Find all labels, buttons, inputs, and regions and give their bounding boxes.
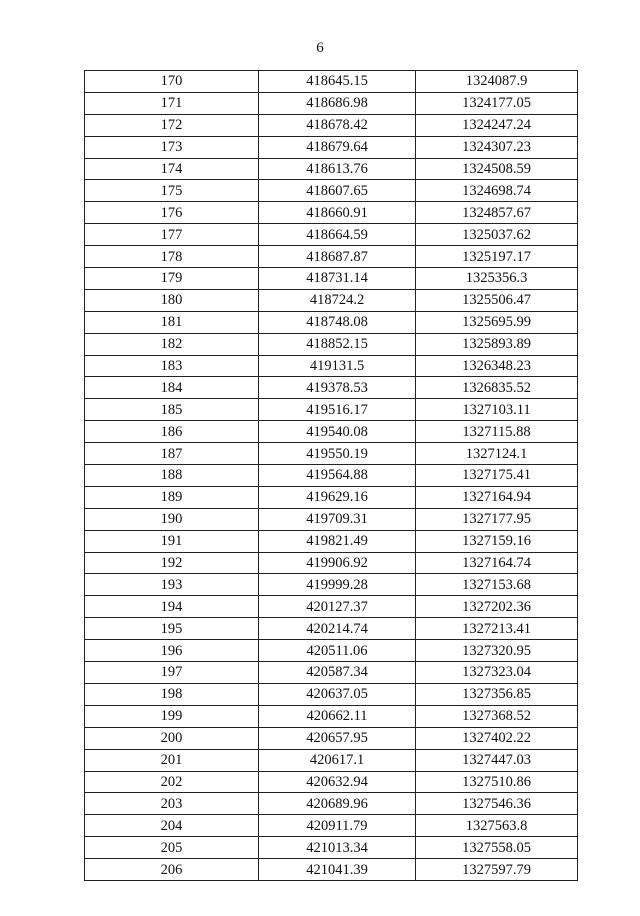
table-row (85, 202, 578, 224)
table-row (85, 683, 578, 705)
point-number-cell: 189 (85, 486, 259, 508)
table-row (85, 486, 578, 508)
table-row (85, 355, 578, 377)
y-coordinate-cell: 1327597.79 (416, 859, 578, 881)
point-number-cell: 193 (85, 574, 259, 596)
y-coordinate-cell: 1326348.23 (416, 355, 578, 377)
x-coordinate-cell: 420127.37 (259, 596, 416, 618)
y-coordinate-cell: 1325893.89 (416, 333, 578, 355)
point-number-cell: 181 (85, 311, 259, 333)
x-coordinate-cell: 420657.95 (259, 727, 416, 749)
x-coordinate-cell: 420632.94 (259, 771, 416, 793)
y-coordinate-cell: 1327402.22 (416, 727, 578, 749)
y-coordinate-cell: 1327546.36 (416, 793, 578, 815)
table-row (85, 71, 578, 93)
point-number-cell: 187 (85, 443, 259, 465)
y-coordinate-cell: 1325197.17 (416, 246, 578, 268)
point-number-cell: 188 (85, 465, 259, 487)
table-row (85, 114, 578, 136)
table-row (85, 421, 578, 443)
point-number-cell: 173 (85, 136, 259, 158)
point-number-cell: 200 (85, 727, 259, 749)
point-number-cell: 206 (85, 859, 259, 881)
y-coordinate-cell: 1327103.11 (416, 399, 578, 421)
x-coordinate-cell: 419629.16 (259, 486, 416, 508)
x-coordinate-cell: 418678.42 (259, 114, 416, 136)
y-coordinate-cell: 1325695.99 (416, 311, 578, 333)
table-row (85, 246, 578, 268)
x-coordinate-cell: 419378.53 (259, 377, 416, 399)
table-row (85, 333, 578, 355)
y-coordinate-cell: 1325506.47 (416, 289, 578, 311)
point-number-cell: 176 (85, 202, 259, 224)
point-number-cell: 184 (85, 377, 259, 399)
point-number-cell: 186 (85, 421, 259, 443)
x-coordinate-cell: 419906.92 (259, 552, 416, 574)
page-number: 6 (316, 40, 324, 56)
table-row (85, 705, 578, 727)
y-coordinate-cell: 1327510.86 (416, 771, 578, 793)
x-coordinate-cell: 418686.98 (259, 92, 416, 114)
table-row (85, 180, 578, 202)
y-coordinate-cell: 1327159.16 (416, 530, 578, 552)
x-coordinate-cell: 418748.08 (259, 311, 416, 333)
point-number-cell: 174 (85, 158, 259, 180)
y-coordinate-cell: 1327356.85 (416, 683, 578, 705)
y-coordinate-cell: 1327558.05 (416, 837, 578, 859)
table-row (85, 399, 578, 421)
table-row (85, 596, 578, 618)
table-row (85, 224, 578, 246)
y-coordinate-cell: 1324177.05 (416, 92, 578, 114)
point-number-cell: 191 (85, 530, 259, 552)
point-number-cell: 194 (85, 596, 259, 618)
point-number-cell: 199 (85, 705, 259, 727)
table-row (85, 443, 578, 465)
y-coordinate-cell: 1327153.68 (416, 574, 578, 596)
table-row (85, 793, 578, 815)
y-coordinate-cell: 1327164.94 (416, 486, 578, 508)
x-coordinate-cell: 418852.15 (259, 333, 416, 355)
coordinates-table-body (85, 71, 578, 881)
y-coordinate-cell: 1327202.36 (416, 596, 578, 618)
point-number-cell: 192 (85, 552, 259, 574)
y-coordinate-cell: 1327213.41 (416, 618, 578, 640)
y-coordinate-cell: 1324857.67 (416, 202, 578, 224)
table-row (85, 859, 578, 881)
point-number-cell: 195 (85, 618, 259, 640)
x-coordinate-cell: 420587.34 (259, 662, 416, 684)
point-number-cell: 201 (85, 749, 259, 771)
table-row (85, 574, 578, 596)
y-coordinate-cell: 1327323.04 (416, 662, 578, 684)
y-coordinate-cell: 1327563.8 (416, 815, 578, 837)
x-coordinate-cell: 419709.31 (259, 508, 416, 530)
y-coordinate-cell: 1327175.41 (416, 465, 578, 487)
point-number-cell: 177 (85, 224, 259, 246)
coordinates-table (84, 70, 578, 881)
x-coordinate-cell: 420911.79 (259, 815, 416, 837)
table-row (85, 289, 578, 311)
y-coordinate-cell: 1324087.9 (416, 71, 578, 93)
x-coordinate-cell: 418607.65 (259, 180, 416, 202)
table-row (85, 771, 578, 793)
table-row (85, 268, 578, 290)
x-coordinate-cell: 421013.34 (259, 837, 416, 859)
table-row (85, 136, 578, 158)
point-number-cell: 170 (85, 71, 259, 93)
table-row (85, 815, 578, 837)
point-number-cell: 180 (85, 289, 259, 311)
y-coordinate-cell: 1324307.23 (416, 136, 578, 158)
point-number-cell: 190 (85, 508, 259, 530)
x-coordinate-cell: 420214.74 (259, 618, 416, 640)
x-coordinate-cell: 419564.88 (259, 465, 416, 487)
y-coordinate-cell: 1327115.88 (416, 421, 578, 443)
x-coordinate-cell: 418679.64 (259, 136, 416, 158)
table-row (85, 749, 578, 771)
x-coordinate-cell: 419516.17 (259, 399, 416, 421)
table-row (85, 552, 578, 574)
x-coordinate-cell: 419540.08 (259, 421, 416, 443)
x-coordinate-cell: 418645.15 (259, 71, 416, 93)
point-number-cell: 198 (85, 683, 259, 705)
point-number-cell: 178 (85, 246, 259, 268)
point-number-cell: 175 (85, 180, 259, 202)
point-number-cell: 196 (85, 640, 259, 662)
y-coordinate-cell: 1324698.74 (416, 180, 578, 202)
point-number-cell: 182 (85, 333, 259, 355)
point-number-cell: 183 (85, 355, 259, 377)
y-coordinate-cell: 1324508.59 (416, 158, 578, 180)
y-coordinate-cell: 1327368.52 (416, 705, 578, 727)
table-row (85, 837, 578, 859)
x-coordinate-cell: 421041.39 (259, 859, 416, 881)
x-coordinate-cell: 420689.96 (259, 793, 416, 815)
point-number-cell: 172 (85, 114, 259, 136)
x-coordinate-cell: 418724.2 (259, 289, 416, 311)
x-coordinate-cell: 420511.06 (259, 640, 416, 662)
x-coordinate-cell: 419999.28 (259, 574, 416, 596)
y-coordinate-cell: 1327164.74 (416, 552, 578, 574)
x-coordinate-cell: 418660.91 (259, 202, 416, 224)
x-coordinate-cell: 420617.1 (259, 749, 416, 771)
point-number-cell: 204 (85, 815, 259, 837)
point-number-cell: 185 (85, 399, 259, 421)
y-coordinate-cell: 1325356.3 (416, 268, 578, 290)
x-coordinate-cell: 420637.05 (259, 683, 416, 705)
table-row (85, 640, 578, 662)
table-row (85, 311, 578, 333)
y-coordinate-cell: 1327124.1 (416, 443, 578, 465)
table-row (85, 618, 578, 640)
table-row (85, 158, 578, 180)
y-coordinate-cell: 1327177.95 (416, 508, 578, 530)
table-row (85, 508, 578, 530)
table-row (85, 377, 578, 399)
x-coordinate-cell: 418664.59 (259, 224, 416, 246)
y-coordinate-cell: 1327320.95 (416, 640, 578, 662)
x-coordinate-cell: 419550.19 (259, 443, 416, 465)
point-number-cell: 202 (85, 771, 259, 793)
x-coordinate-cell: 418731.14 (259, 268, 416, 290)
x-coordinate-cell: 419821.49 (259, 530, 416, 552)
y-coordinate-cell: 1327447.03 (416, 749, 578, 771)
y-coordinate-cell: 1325037.62 (416, 224, 578, 246)
x-coordinate-cell: 419131.5 (259, 355, 416, 377)
table-row (85, 465, 578, 487)
table-row (85, 92, 578, 114)
table-row (85, 530, 578, 552)
point-number-cell: 179 (85, 268, 259, 290)
y-coordinate-cell: 1326835.52 (416, 377, 578, 399)
x-coordinate-cell: 418613.76 (259, 158, 416, 180)
table-row (85, 727, 578, 749)
point-number-cell: 171 (85, 92, 259, 114)
point-number-cell: 203 (85, 793, 259, 815)
point-number-cell: 197 (85, 662, 259, 684)
point-number-cell: 205 (85, 837, 259, 859)
x-coordinate-cell: 418687.87 (259, 246, 416, 268)
table-row (85, 662, 578, 684)
y-coordinate-cell: 1324247.24 (416, 114, 578, 136)
x-coordinate-cell: 420662.11 (259, 705, 416, 727)
